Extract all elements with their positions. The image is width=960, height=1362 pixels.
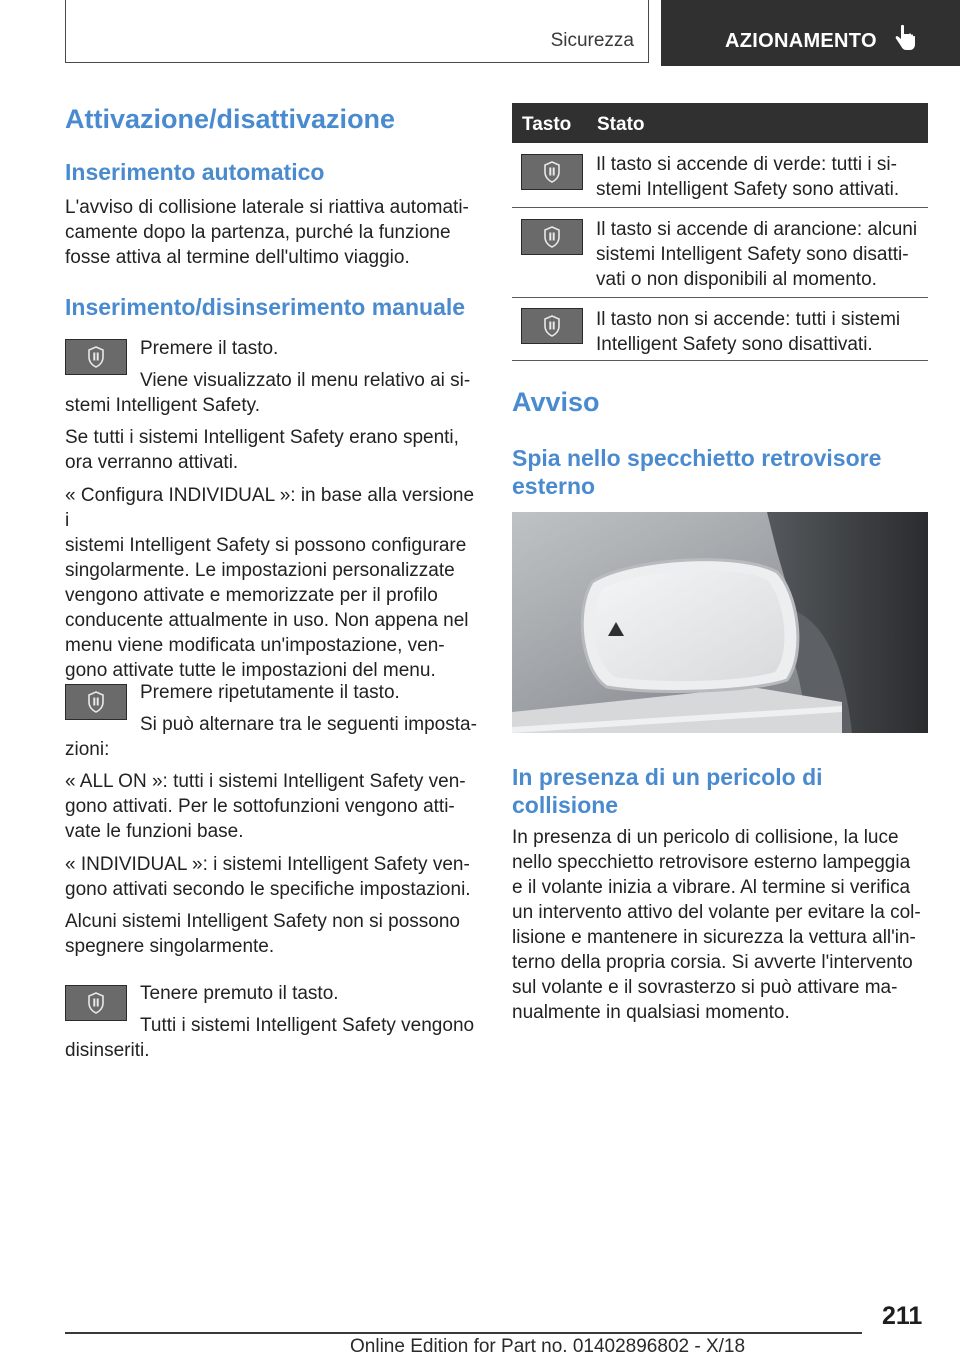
table-divider bbox=[512, 360, 928, 361]
intelligent-safety-icon bbox=[87, 346, 105, 368]
footer-divider bbox=[65, 1332, 862, 1334]
section-title-avviso: Avviso bbox=[512, 387, 600, 417]
subsection-mirror-light: Spia nello specchietto retrovisore esterno bbox=[512, 445, 882, 499]
subsection-automatic: Inserimento automatico bbox=[65, 159, 325, 185]
table-row-key-green bbox=[521, 154, 583, 190]
intelligent-safety-icon bbox=[543, 226, 561, 248]
table-row-key-off bbox=[521, 308, 583, 344]
paragraph-not-switchable: Alcuni sistemi Intelligent Safety non si possono spegnere singolarmente. bbox=[65, 911, 460, 957]
paragraph-all-off: Se tutti i sistemi Intelligent Safety erano spenti, ora verranno attivati. bbox=[65, 427, 459, 473]
step-menu-shown-line2: stemi Intelligent Safety. bbox=[65, 395, 261, 416]
side-mirror-image bbox=[512, 512, 928, 733]
table-col-status: Stato bbox=[597, 114, 645, 135]
subsection-collision-danger: In presenza di un pericolo di collisione bbox=[512, 764, 823, 818]
table-divider bbox=[512, 297, 928, 298]
status-table-header bbox=[512, 103, 928, 143]
footer-edition: Online Edition for Part no. 01402896802 - X/18 bbox=[350, 1336, 746, 1357]
step-alternate-line1: Si può alternare tra le seguenti imposta- bbox=[140, 714, 477, 735]
step-menu-shown-line1: Viene visualizzato il menu relativo ai si- bbox=[140, 370, 471, 391]
intelligent-safety-button[interactable] bbox=[65, 339, 127, 375]
step-hold-button: Tenere premuto il tasto. bbox=[140, 983, 339, 1004]
page-number: 211 bbox=[882, 1302, 923, 1330]
intelligent-safety-icon bbox=[87, 691, 105, 713]
table-row-status-off: Il tasto non si accende: tutti i sistemi Intelligent Safety sono disattivati. bbox=[596, 309, 901, 355]
subsection-manual: Inserimento/disinserimento manuale bbox=[65, 294, 466, 320]
paragraph-automatic: L'avviso di collisione laterale si riattiva automati- camente dopo la partenza, purché la funzione fosse attiva al termine dell'ultimo viaggio. bbox=[65, 197, 469, 268]
paragraph-configure-individual: « Configura INDIVIDUAL »: in base alla versione i sistemi Intelligent Safety si possono configurare singolarmente. Le impostazioni personalizzate vengono attivate e memorizzate per il profilo conducente attualmente in uso. Non appena nel menu viene modificata un'impostazione, ven- gono attivate tutte le impostazioni del menu. bbox=[65, 485, 475, 681]
hand-pointer-icon bbox=[893, 24, 917, 52]
table-row-status-green: Il tasto si accende di verde: tutti i si- stemi Intelligent Safety sono attivati. bbox=[596, 154, 900, 200]
intelligent-safety-button-repeat[interactable] bbox=[65, 684, 127, 720]
paragraph-all-on: « ALL ON »: tutti i sistemi Intelligent Safety ven- gono attivati. Per le sottofunzioni vengono atti- vate le funzioni base. bbox=[65, 771, 466, 842]
header-section-box bbox=[65, 0, 649, 63]
table-divider bbox=[512, 207, 928, 208]
step-press-button: Premere il tasto. bbox=[140, 338, 279, 359]
intelligent-safety-icon bbox=[543, 315, 561, 337]
paragraph-individual: « INDIVIDUAL »: i sistemi Intelligent Safety ven- gono attivati secondo le specifiche impostazioni. bbox=[65, 854, 471, 900]
header-section-label: Sicurezza bbox=[550, 30, 634, 51]
step-press-repeatedly: Premere ripetutamente il tasto. bbox=[140, 682, 400, 703]
intelligent-safety-icon bbox=[87, 992, 105, 1014]
step-alternate-line2: zioni: bbox=[65, 739, 110, 760]
step-disabled-line1: Tutti i sistemi Intelligent Safety vengono bbox=[140, 1015, 475, 1036]
step-disabled-line2: disinseriti. bbox=[65, 1040, 150, 1061]
header-chapter-label: AZIONAMENTO bbox=[725, 30, 877, 52]
table-col-key: Tasto bbox=[522, 114, 572, 135]
intelligent-safety-button-hold[interactable] bbox=[65, 985, 127, 1021]
header-chapter-tab bbox=[661, 0, 960, 66]
table-row-key-orange bbox=[521, 219, 583, 255]
intelligent-safety-icon bbox=[543, 161, 561, 183]
table-row-status-orange: Il tasto si accende di arancione: alcuni sistemi Intelligent Safety sono disatti- vati o non disponibili al momento. bbox=[596, 219, 918, 290]
paragraph-collision-danger: In presenza di un pericolo di collisione, la luce nello specchietto retrovisore esterno lampeggia e il volante inizia a vibrare. Al termine si verifica un intervento attivo del volante per evitare la col- lisione e mantenere in sicurezza la vettura all'in- terno della propria corsia. Si avverte l'intervento sul volante e il sovrasterzo si può attivare ma- nualmente in qualsiasi momento. bbox=[512, 827, 921, 1023]
page-header bbox=[0, 0, 960, 66]
section-title: Attivazione/disattivazione bbox=[65, 104, 396, 134]
